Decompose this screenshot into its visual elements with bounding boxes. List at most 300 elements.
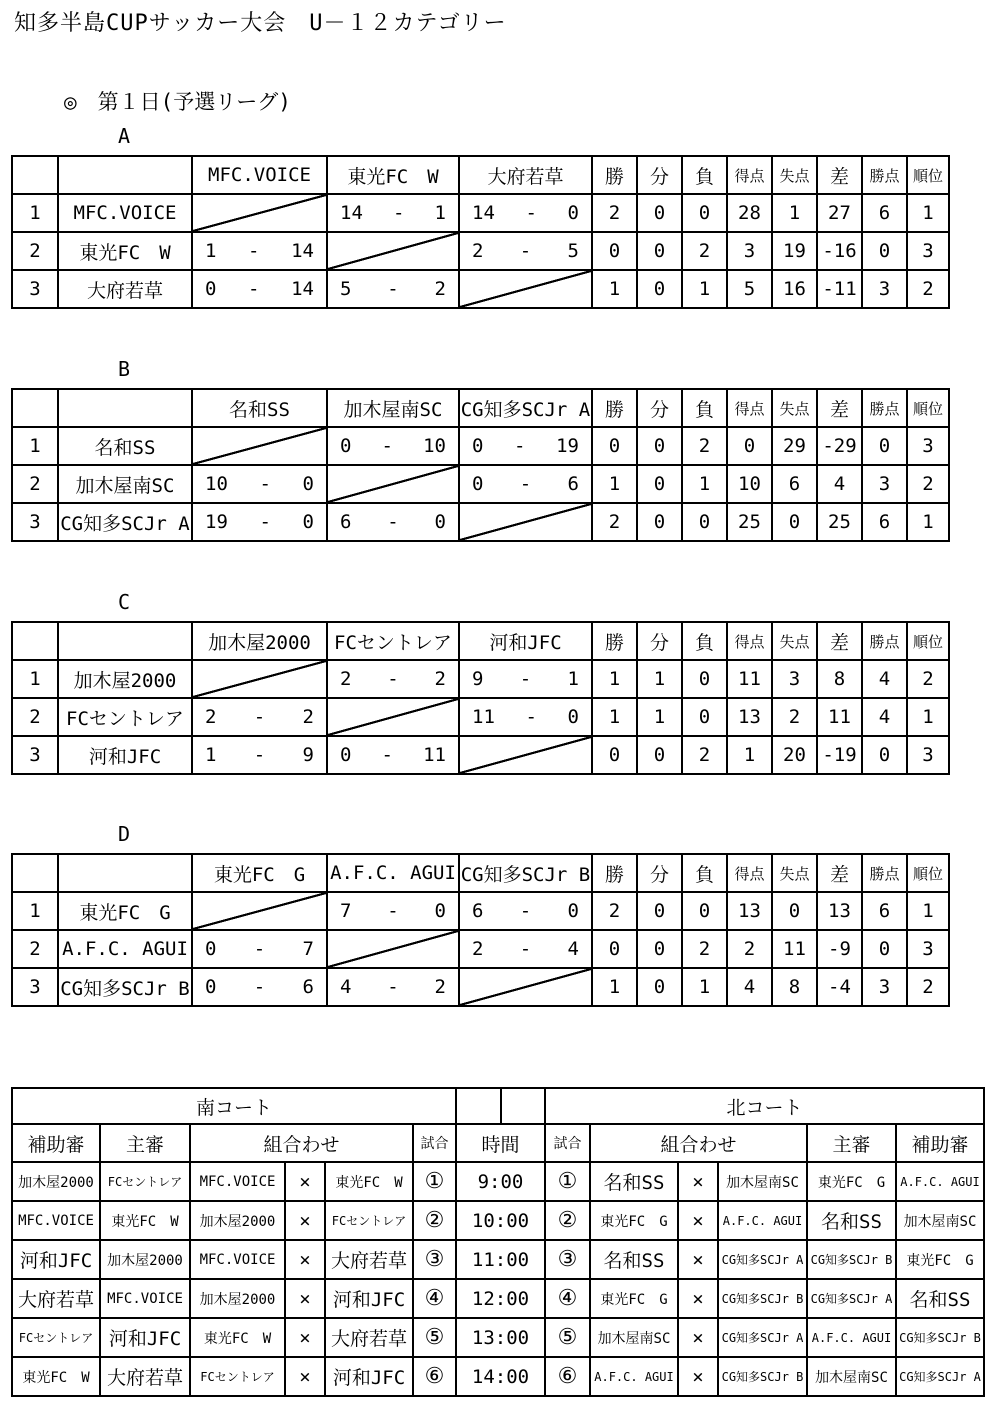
score-cell [459,194,592,232]
score-value: 0 [472,435,484,457]
team-column-header: FCセントレア [327,622,459,660]
ga-value: 11 [772,930,817,968]
rank-value: 3 [907,736,949,774]
w-value: 1 [592,660,637,698]
south-home-team: MFC.VOICE [190,1240,285,1279]
row-number: 3 [12,736,58,774]
rank-value: 2 [907,968,949,1006]
row-number: 2 [12,698,58,736]
l-value: 2 [682,232,727,270]
score-value: 0 [205,976,217,998]
gf-value: 5 [727,270,772,308]
score-cell [459,465,592,503]
score-cell [459,698,592,736]
gf-value: 11 [727,660,772,698]
diagonal-cell [327,698,459,736]
team-column-header: 加木屋2000 [192,622,327,660]
ga-value: 6 [772,465,817,503]
kickoff-time: 14:00 [456,1357,545,1396]
north-away-team: 加木屋南SC [718,1162,807,1201]
w-value: 1 [592,270,637,308]
north-home-team: 東光FC G [590,1201,678,1240]
south-match-header: 組合わせ [190,1124,413,1162]
north-game-number: ② [545,1201,590,1240]
schedule-row [12,1357,984,1396]
score-value: 0 [205,278,217,300]
table-row [12,736,949,774]
gf-header: 得点 [727,622,772,660]
loss-header: 負 [682,854,727,892]
group-label: C [118,590,131,614]
south-away-team: 東光FC W [325,1162,413,1201]
north-vs: × [678,1201,718,1240]
ga-value: 29 [772,427,817,465]
pts-value: 6 [862,194,907,232]
kickoff-time: 12:00 [456,1279,545,1318]
north-away-team: CG知多SCJr A [718,1318,807,1357]
pts-header: 勝点 [862,854,907,892]
score-cell [192,698,327,736]
south-assistant: 大府若草 [12,1279,100,1318]
score-cell [192,465,327,503]
score-value: 0 [302,511,314,533]
rank-value: 1 [907,194,949,232]
south-referee: FCセントレア [100,1162,190,1201]
page-title: 知多半島CUPサッカー大会 U－１２カテゴリー [14,11,507,36]
schedule-row [12,1201,984,1240]
south-away-team: 河和JFC [325,1279,413,1318]
south-referee: MFC.VOICE [100,1279,190,1318]
pts-value: 4 [862,698,907,736]
group-label: D [118,822,131,846]
row-number: 3 [12,270,58,308]
loss-header: 負 [682,622,727,660]
north-assistant-header: 補助審 [896,1124,984,1162]
draw-header: 分 [637,854,682,892]
gf-value: 4 [727,968,772,1006]
time-header: 時間 [456,1124,545,1162]
north-home-team: A.F.C. AGUI [590,1357,678,1396]
table-row [12,232,949,270]
schedule-row [12,1240,984,1279]
north-home-team: 名和SS [590,1162,678,1201]
score-value: 0 [472,473,484,495]
table-row [12,503,949,541]
team-column-header: CG知多SCJr B [459,854,592,892]
score-separator: - [519,938,532,960]
d-value: 0 [637,736,682,774]
score-value: 0 [434,900,446,922]
south-referee: 河和JFC [100,1318,190,1357]
pts-value: 3 [862,270,907,308]
score-value: 2 [434,976,446,998]
north-home-team: 名和SS [590,1240,678,1279]
score-value: 0 [567,202,579,224]
l-value: 2 [682,736,727,774]
score-separator: - [253,744,266,766]
kickoff-time: 9:00 [456,1162,545,1201]
score-cell [192,232,327,270]
score-value: 1 [205,240,217,262]
d-value: 0 [637,427,682,465]
row-number: 2 [12,930,58,968]
diff-value: 4 [817,465,862,503]
ga-value: 2 [772,698,817,736]
south-assistant: 河和JFC [12,1240,100,1279]
score-cell [192,930,327,968]
gf-header: 得点 [727,156,772,194]
score-cell [327,503,459,541]
team-name: 加木屋2000 [58,660,192,698]
day-heading: ◎ 第１日(予選リーグ) [64,90,291,114]
north-assistant: 名和SS [896,1279,984,1318]
score-value: 0 [567,706,579,728]
north-game-header: 試合 [545,1124,590,1162]
blank-cell [58,622,192,660]
diff-header: 差 [817,389,862,427]
score-value: 0 [205,938,217,960]
blank-cell [456,1088,501,1124]
d-value: 0 [637,232,682,270]
north-away-team: CG知多SCJr B [718,1357,807,1396]
south-away-team: 大府若草 [325,1318,413,1357]
d-value: 0 [637,465,682,503]
ga-header: 失点 [772,389,817,427]
table-row [12,892,949,930]
table-row [12,194,949,232]
d-value: 0 [637,194,682,232]
team-name: A.F.C. AGUI [58,930,192,968]
diagonal-cell [192,194,327,232]
blank-cell [12,156,58,194]
gf-value: 1 [727,736,772,774]
score-separator: - [248,278,260,300]
score-value: 2 [302,706,314,728]
gf-value: 0 [727,427,772,465]
score-cell [459,232,592,270]
north-vs: × [678,1357,718,1396]
score-value: 0 [302,473,314,495]
ga-value: 19 [772,232,817,270]
south-referee: 大府若草 [100,1357,190,1396]
score-cell [459,892,592,930]
score-separator: - [519,473,532,495]
rank-value: 1 [907,698,949,736]
diagonal-cell [459,968,592,1006]
north-away-team: CG知多SCJr B [718,1279,807,1318]
south-referee: 東光FC W [100,1201,190,1240]
row-number: 3 [12,968,58,1006]
l-value: 0 [682,503,727,541]
team-column-header: 河和JFC [459,622,592,660]
score-value: 2 [472,938,484,960]
draw-header: 分 [637,156,682,194]
blank-cell [12,622,58,660]
rank-header: 順位 [907,156,949,194]
north-vs: × [678,1162,718,1201]
ga-value: 1 [772,194,817,232]
score-value: 0 [434,511,446,533]
table-row [12,698,949,736]
table-row [12,660,949,698]
south-away-team: 河和JFC [325,1357,413,1396]
diff-value: -16 [817,232,862,270]
team-column-header: 東光FC G [192,854,327,892]
l-value: 2 [682,930,727,968]
score-separator: - [387,511,399,533]
pts-value: 0 [862,232,907,270]
score-separator: - [253,938,266,960]
south-home-team: FCセントレア [190,1357,285,1396]
w-value: 0 [592,736,637,774]
diagonal-cell [192,427,327,465]
score-value: 7 [302,938,314,960]
diff-header: 差 [817,622,862,660]
north-game-number: ⑥ [545,1357,590,1396]
gf-value: 13 [727,698,772,736]
w-value: 1 [592,698,637,736]
north-game-number: ⑤ [545,1318,590,1357]
score-value: 10 [205,473,228,495]
blank-cell [12,389,58,427]
row-number: 1 [12,660,58,698]
l-value: 0 [682,660,727,698]
gf-header: 得点 [727,389,772,427]
north-referee-header: 主審 [807,1124,896,1162]
diff-value: -4 [817,968,862,1006]
ga-header: 失点 [772,622,817,660]
team-column-header: A.F.C. AGUI [327,854,459,892]
rank-value: 2 [907,270,949,308]
south-home-team: 加木屋2000 [190,1279,285,1318]
schedule-row [12,1162,984,1201]
team-name: 名和SS [58,427,192,465]
south-vs: × [285,1201,325,1240]
north-away-team: CG知多SCJr A [718,1240,807,1279]
score-value: 6 [340,511,352,533]
team-name: 東光FC G [58,892,192,930]
score-cell [327,270,459,308]
blank-cell [58,854,192,892]
ga-value: 8 [772,968,817,1006]
diagonal-cell [327,930,459,968]
north-referee: 加木屋南SC [807,1357,896,1396]
pts-value: 0 [862,427,907,465]
score-separator: - [381,744,393,766]
row-number: 3 [12,503,58,541]
score-value: 6 [472,900,484,922]
south-game-number: ④ [413,1279,456,1318]
group-table [11,155,950,309]
south-game-number: ⑥ [413,1357,456,1396]
score-value: 11 [472,706,495,728]
l-value: 2 [682,427,727,465]
diff-value: 8 [817,660,862,698]
score-value: 2 [434,668,446,690]
l-value: 0 [682,892,727,930]
diff-value: 25 [817,503,862,541]
score-value: 7 [340,900,352,922]
diff-value: -11 [817,270,862,308]
d-value: 0 [637,503,682,541]
north-referee: CG知多SCJr A [807,1279,896,1318]
south-vs: × [285,1240,325,1279]
pts-value: 4 [862,660,907,698]
score-value: 19 [556,435,579,457]
diff-value: 13 [817,892,862,930]
score-cell [459,930,592,968]
d-value: 1 [637,660,682,698]
w-value: 1 [592,465,637,503]
team-name: MFC.VOICE [58,194,192,232]
score-value: 5 [340,278,352,300]
south-vs: × [285,1318,325,1357]
south-vs: × [285,1357,325,1396]
team-name: 河和JFC [58,736,192,774]
north-referee: A.F.C. AGUI [807,1318,896,1357]
rank-value: 3 [907,930,949,968]
south-away-team: 大府若草 [325,1240,413,1279]
table-row [12,465,949,503]
gf-value: 2 [727,930,772,968]
diff-value: -9 [817,930,862,968]
win-header: 勝 [592,389,637,427]
diff-value: 27 [817,194,862,232]
ga-value: 0 [772,503,817,541]
gf-value: 13 [727,892,772,930]
group-label: A [118,124,131,148]
diff-header: 差 [817,854,862,892]
south-home-team: MFC.VOICE [190,1162,285,1201]
north-assistant: CG知多SCJr B [896,1318,984,1357]
loss-header: 負 [682,389,727,427]
score-value: 0 [340,744,352,766]
row-number: 1 [12,194,58,232]
score-separator: - [253,976,266,998]
north-game-number: ① [545,1162,590,1201]
south-referee: 加木屋2000 [100,1240,190,1279]
score-value: 14 [472,202,495,224]
kickoff-time: 10:00 [456,1201,545,1240]
pts-value: 6 [862,503,907,541]
north-away-team: A.F.C. AGUI [718,1201,807,1240]
south-assistant: 東光FC W [12,1357,100,1396]
schedule-table [11,1087,985,1397]
score-value: 2 [472,240,484,262]
score-separator: - [519,668,532,690]
south-game-number: ③ [413,1240,456,1279]
blank-cell [58,389,192,427]
north-game-number: ④ [545,1279,590,1318]
schedule-row [12,1318,984,1357]
blank-cell [12,854,58,892]
ga-header: 失点 [772,854,817,892]
south-assistant-header: 補助審 [12,1124,100,1162]
schedule-row [12,1279,984,1318]
table-row [12,930,949,968]
ga-value: 0 [772,892,817,930]
score-cell [192,503,327,541]
gf-value: 10 [727,465,772,503]
pts-value: 3 [862,465,907,503]
south-away-team: FCセントレア [325,1201,413,1240]
blank-cell [501,1088,545,1124]
score-value: 2 [205,706,217,728]
south-vs: × [285,1279,325,1318]
north-match-header: 組合わせ [590,1124,807,1162]
team-name: 大府若草 [58,270,192,308]
score-value: 6 [302,976,314,998]
group-label: B [118,357,131,381]
diff-header: 差 [817,156,862,194]
w-value: 0 [592,427,637,465]
north-game-number: ③ [545,1240,590,1279]
rank-header: 順位 [907,854,949,892]
score-separator: - [387,278,399,300]
team-name: FCセントレア [58,698,192,736]
score-separator: - [519,240,532,262]
score-cell [459,660,592,698]
score-value: 5 [567,240,579,262]
team-name: 加木屋南SC [58,465,192,503]
score-cell [327,892,459,930]
l-value: 0 [682,194,727,232]
rank-value: 2 [907,465,949,503]
score-cell [192,270,327,308]
draw-header: 分 [637,622,682,660]
south-home-team: 加木屋2000 [190,1201,285,1240]
pts-value: 3 [862,968,907,1006]
l-value: 1 [682,968,727,1006]
table-row [12,427,949,465]
d-value: 0 [637,270,682,308]
north-home-team: 加木屋南SC [590,1318,678,1357]
win-header: 勝 [592,156,637,194]
north-assistant: A.F.C. AGUI [896,1162,984,1201]
rank-value: 2 [907,660,949,698]
row-number: 1 [12,892,58,930]
score-separator: - [259,473,271,495]
score-separator: - [392,202,405,224]
l-value: 0 [682,698,727,736]
row-number: 1 [12,427,58,465]
pts-value: 0 [862,736,907,774]
north-vs: × [678,1318,718,1357]
south-assistant: 加木屋2000 [12,1162,100,1201]
score-separator: - [519,900,532,922]
table-row [12,270,949,308]
score-separator: - [514,435,526,457]
score-separator: - [387,668,399,690]
rank-value: 1 [907,503,949,541]
ga-value: 3 [772,660,817,698]
score-cell [192,968,327,1006]
score-value: 19 [205,511,228,533]
south-assistant: FCセントレア [12,1318,100,1357]
ga-value: 20 [772,736,817,774]
score-cell [327,427,459,465]
score-value: 14 [291,278,314,300]
ga-header: 失点 [772,156,817,194]
score-cell [192,736,327,774]
score-value: 1 [205,744,217,766]
diagonal-cell [459,270,592,308]
south-game-number: ⑤ [413,1318,456,1357]
group-table [11,621,950,775]
w-value: 2 [592,892,637,930]
north-assistant: 東光FC G [896,1240,984,1279]
row-number: 2 [12,465,58,503]
